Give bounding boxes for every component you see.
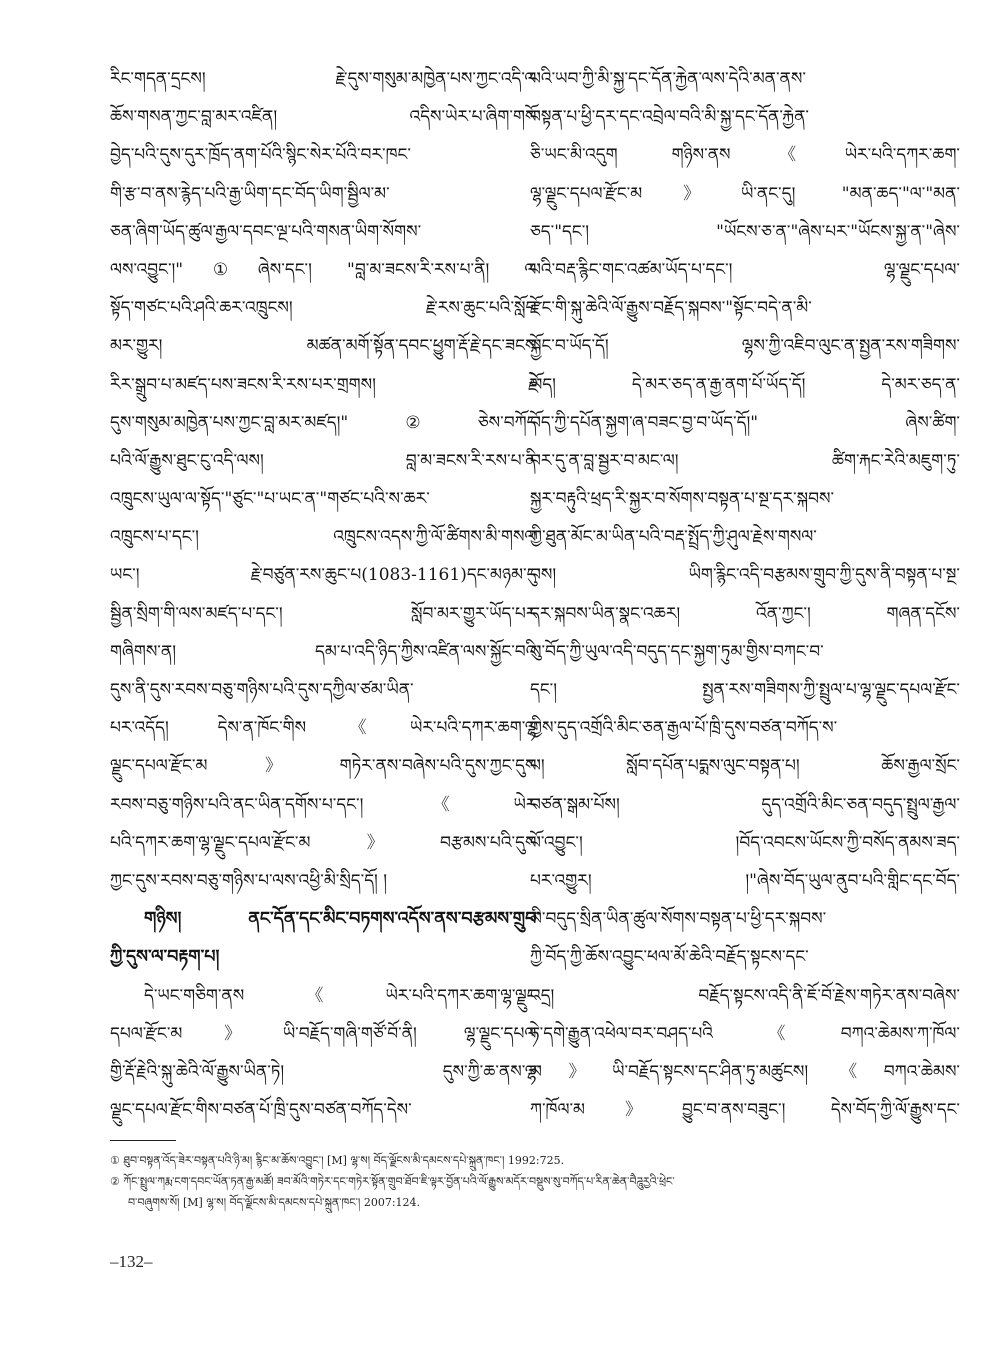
text-line: གི་རྩ་བ་ནས་རྙེད་པའི་རྒྱ་ཡིག་དང་བོད་ཡིག་སྦྱིལ་མ་ bbox=[110, 183, 390, 204]
text-line: སྦྱིན་སྲིག་གི་ལས་མཛད་པ་དང་། སློབ་མར་གྱུར་ཡོད་པར་ bbox=[110, 603, 540, 624]
footnote-2-continued: བ་བཞུགས་སོ། [M] ལྷ་ས། བོད་ལྗོངས་མི་དམངས་དཔེ་སྐྲུན་ཁང་། 2007:124. bbox=[128, 1196, 421, 1209]
text-line: འཁྲུངས་ཡུལ་ལ་སྟོད་"ཙུང་"པ་ཡང་ན་"གཙང་པའི་ས་ཆར་ bbox=[110, 489, 430, 510]
text-line: གཞིགས་ན། དམ་པ་འདི་ཉིད་ཀྱིས་འཛིན་ལས་སྐྱོང་བའི་ bbox=[110, 641, 540, 662]
text-line: དུས་ནི་དུས་རབས་བཅུ་གཉིས་པའི་དུས་དཀྱིལ་ཙམ་ཡིན་ bbox=[110, 680, 414, 700]
text-line: གྱི་རྡོ་རྗེའི་སྐུ་ཆེའི་ལོ་རྒྱུས་ཡིན་ཏེ། དུས་ཀྱི་ཆ་ནས་ལྷ་ bbox=[110, 1061, 540, 1082]
text-line: སྐྱར་བརྟུའི་ཕྲད་རི་སྐྱར་བ་སོགས་བསྟན་པ་སྔ་དར་སྐབས་ bbox=[530, 489, 835, 510]
text-line: པར་འདོད། དེས་ན་ཁོང་གིས《ཡེར་པའི་དཀར་ཆག་ལྷ་ bbox=[110, 718, 540, 739]
left-column bbox=[110, 60, 540, 1129]
section-heading-continued: ཀྱི་དུས་ལ་བརྟག་པ། bbox=[110, 947, 220, 968]
text-line: དར་སྐབས་ཡིན་སྣང་འཆར། འོན་ཀྱང་། གཞན་དངོས་ bbox=[530, 603, 960, 624]
right-column bbox=[530, 60, 960, 1129]
text-line: བཙན་སྒམ་པོས། དུད་འགྲོའི་མིང་ཅན་བདུད་སྤྲུལ་རྒྱལ་ bbox=[530, 794, 960, 815]
text-line: བྱེད་པའི་དུས་དུར་ཁྲོད་ནག་པོའི་སྙིང་སེར་པོའི་བར་ཁང་ bbox=[110, 145, 411, 166]
text-line: ཅད་"དང་། "ཡོངས་ཅ་ན་"ཞེས་པར་"ཡོངས་སྐྱ་ན་"ཞེས་ bbox=[530, 221, 960, 242]
text-line: ཡོད། དེ་མར་ཅད་ན་རྒྱ་ནག་པོ་ཡོད་དོ། དེ་མར་ཅད་ན་ bbox=[530, 374, 960, 395]
text-line: པར་འགྱུར། །"ཞེས་བོད་ཡུལ་ནུབ་པའི་གླིང་དང་བོད་ bbox=[530, 870, 960, 891]
text-line: ཅི་ཡང་མི་འདུག གཉིས་ནས《ཡེར་པའི་དཀར་ཆག་ bbox=[530, 145, 960, 166]
text-line: ཅན་ཞིག་ཡོད་ཚུལ་རྒྱལ་དབང་ལྔ་པའི་གསན་ཡིག་སོགས་ bbox=[110, 221, 422, 242]
text-line: ལྗུང་དཔལ་རྫོང་གིས་བཙན་པོ་ཁྲི་དུས་བཙན་བཀོད་དེས་ bbox=[110, 1100, 412, 1121]
text-line: པའི་ལོ་རྒྱུས་ཐུང་ངུ་འདི་ལས། བླ་མ་ཟངས་རི་རས་པ་ནི་ bbox=[110, 450, 540, 471]
text-line: རིར་སྒྲུབ་པ་མཛད་པས་ཟངས་རི་རས་པར་གྲགས། རྗེ་ bbox=[110, 374, 540, 395]
text-line: ཆོས་གསན་ཀྱང་བླ་མར་འཛིན། འདིས་ཡེར་པ་ཞིག་གསོ་ bbox=[110, 107, 540, 128]
text-line: ཏེ་དགེ་རྒྱུན་འཕེལ་བར་བཤད་པའི《བཀའ་ཆེམས་ཀ་ཁོལ་ bbox=[530, 1023, 960, 1044]
text-line: སྟོད་གཙང་པའི་ཤའི་ཆར་འཁྲུངས། རྗེ་རས་ཆུང་པའི་སློབ་ bbox=[110, 298, 540, 319]
text-line: གྱིས་དུད་འགྲོའི་མིང་ཅན་རྒྱལ་པོ་ཁྲི་དུས་བཙན་བཀོད་ས་ bbox=[530, 718, 838, 739]
text-line: རྫོང་གི་སྐུ་ཆེའི་ལོ་རྒྱུས་བརྗོད་སྐབས་"སྟོང་བདེ་ན་མི་ bbox=[530, 298, 812, 319]
footnotes bbox=[110, 1150, 960, 1213]
text-line: སྐྱོང་བ་ཡོད་དོ། ལྷས་ཀྱི་འཇིབ་ལུང་ན་སྤྱན་རས་གཟིགས་ bbox=[530, 336, 960, 357]
text-line: ཀ་ཁོལ་མ》བྱུང་བ་ནས་བཟུང་། དེས་བོད་ཀྱི་ལོ་རྒྱུས་དང་ bbox=[530, 1100, 960, 1121]
text-line: འཁྲུངས་པ་དང་། འཁྲུངས་འདས་ཀྱི་ལོ་ཚིགས་མི་གསལ་ bbox=[110, 527, 540, 548]
text-line: དང་། སྤྱན་རས་གཟིགས་ཀྱི་སྤྲུལ་པ་ལྷ་ལྗུང་དཔལ་རྫོང་ bbox=[530, 680, 960, 700]
text-line: བསྟན་པ་ཕྱི་དར་དང་འབྲེལ་བའི་མི་སྐྱ་དང་དོན་རྐྱེན་ bbox=[530, 107, 809, 128]
footnote-divider bbox=[110, 1140, 176, 1141]
text-line: བས། ཡིག་རྙིང་འདི་བརྩམས་གྲུབ་ཀྱི་དུས་ནི་བསྟན་པ་སྔ་ bbox=[530, 565, 960, 586]
text-line: ལྷ་ལྗུང་དཔལ་རྫོང་མ》ཡི་ནང་དུ། "མན་ཆད་"ལ་"མན་ bbox=[530, 183, 960, 204]
text-line: པ། སློབ་དཔོན་པདྨས་ལུང་བསྟན་པ། ཆོས་རྒྱལ་སྲོང་ bbox=[530, 756, 960, 777]
text-line: འདྲ། བརྗོད་སྟངས་འདི་ནི་ཇོ་བོ་རྗེས་གཏེར་ནས་བཞེས་ bbox=[530, 985, 960, 1006]
text-line: རབས་བཅུ་གཉིས་པའི་ནང་ཡིན་དགོས་པ་དང་། 《ཡེར་ bbox=[110, 794, 540, 815]
text-line: རིང་གདན་དྲངས། རྗེ་དུས་གསུམ་མཁྱེན་པས་ཀྱང་འདི་ལ་ bbox=[110, 69, 540, 89]
text-line: ཡང་། རྗེ་བཙུན་རས་ཆུང་པ(1083-1161)དང་མཉམ་དུ་ bbox=[110, 565, 540, 586]
text-line: པའི་དཀར་ཆག་ལྷ་ལྗུང་དཔལ་རྫོང་མ》བརྩམས་པའི་དུས་ bbox=[110, 832, 540, 853]
page-number: –132– bbox=[110, 1252, 153, 1271]
text-line: བོད་ཀྱི་དཔོན་སྐྱག་ཞ་བཟང་བྱ་བ་ཡོད་དོ།" ཞེས་ཚིག་ bbox=[530, 412, 960, 433]
text-line: དེ་ཡང་གཅིག་ནས《ཡེར་པའི་དཀར་ཆག་ལྷ་ལྗུང་ bbox=[144, 985, 540, 1006]
section-heading: གཉིས། ནང་དོན་དང་མིང་བཏགས་འདོས་ནས་བརྩམས་གྲུབ་ bbox=[144, 909, 540, 930]
text-line: ཀྱི་ཐུན་མོང་མ་ཡིན་པའི་བརྡ་སྤྲོད་ཀྱི་ཤུལ་རྗེས་གསལ་ bbox=[530, 527, 817, 548]
text-line: མི་བདུད་སྲིན་ཡིན་ཚུལ་སོགས་བསྟན་པ་ཕྱི་དར་སྐབས་ bbox=[530, 909, 827, 930]
text-line: ལས་འབྱུང་།"①ཞེས་དང་། "བླ་མ་ཟངས་རི་རས་པ་ནི། ལ་ bbox=[110, 259, 540, 280]
text-line: བར་དུ་ན་བླ་སྦྱར་བ་མང་ལ། ཚིག་རྐང་རེའི་མཇུག་ཏུ་ bbox=[530, 450, 960, 471]
footnote-1: ① ཐུབ་བསྟན་འོད་ཟེར་བསྟན་པའི་ཉི་མ། རྙིང་མ་ཆོས་འབྱུང་། [M] ལྷ་ས། བོད་ལྗོངས་མི་དམངས་དཔེ་སྐྲུན་ཁང་། 1992:725. bbox=[110, 1154, 565, 1167]
text-line: མར་གྱུར། མཚན་མགོ་སྟོན་དབང་ཕྱུག་རྡོ་རྗེ་དང་ཟངས་ bbox=[110, 336, 540, 357]
text-line: པའི་བརྡ་རྙིང་གང་འཚམ་ཡོད་པ་དང་། ལྷ་ལྗུང་དཔལ་ bbox=[530, 259, 960, 280]
footnote-2: ② ཀོང་སྤྲུལ་ཀརྨ་ངག་དབང་ཡོན་ཏན་རྒྱ་མཚོ། ཟབ་མོའི་གཏེར་དང་གཏེར་སྟོན་གྲུབ་ཐོབ་ཇི་ལྟར་བྱོན་པའི་ལོ་རྒྱུས་མདོར་བསྡུས་སུ་བཀོད་པ་རིན་ཆེན་བཻཌཱུརྱའི་ཕྲེང་ bbox=[110, 1175, 675, 1188]
text-line: དཔལ་རྫོང་མ》ཡི་བརྗོད་གཞི་གཙོ་བོ་ནི། ལྷ་ལྗུང་དཔལ་ bbox=[110, 1023, 540, 1044]
text-line: ཀྱང་དུས་རབས་བཅུ་གཉིས་པ་ལས་འཕྱི་མི་སྲིད་དོ། ། bbox=[110, 870, 388, 891]
text-line: དུས་གསུམ་མཁྱེན་པས་ཀྱང་བླ་མར་མཛད།"②ཅེས་བཀོད་ bbox=[110, 412, 540, 433]
text-line: ལྗུང་དཔལ་རྫོང་མ》གཏེར་ནས་བཞེས་པའི་དུས་ཀྱང་དུས་ bbox=[110, 756, 540, 777]
text-line: པོ་འབྱུང་། །བོད་འབངས་ཡོངས་ཀྱི་བསོད་ནམས་ཟད་ bbox=[530, 832, 960, 853]
text-line: སུ་བོད་ཀྱི་ཡུལ་འདི་བདུད་དང་སྐྱག་ཏུམ་གྱིས་བཀང་བ་ bbox=[530, 641, 824, 662]
text-line: པའི་ཡབ་ཀྱི་མི་སྐྱ་དང་དོན་རྐྱེན་ལས་དེའི་མན་ནས་ bbox=[530, 69, 806, 89]
text-line: མ》ཡི་བརྗོད་སྟངས་དང་ཤིན་ཏུ་མཚུངས། 《བཀའ་ཆེམས་ bbox=[530, 1061, 960, 1082]
text-line: ཀྱི་བོད་ཀྱི་ཆོས་འབྱུང་ཕལ་མོ་ཆེའི་བརྗོད་སྟངས་དང་ bbox=[530, 947, 809, 968]
